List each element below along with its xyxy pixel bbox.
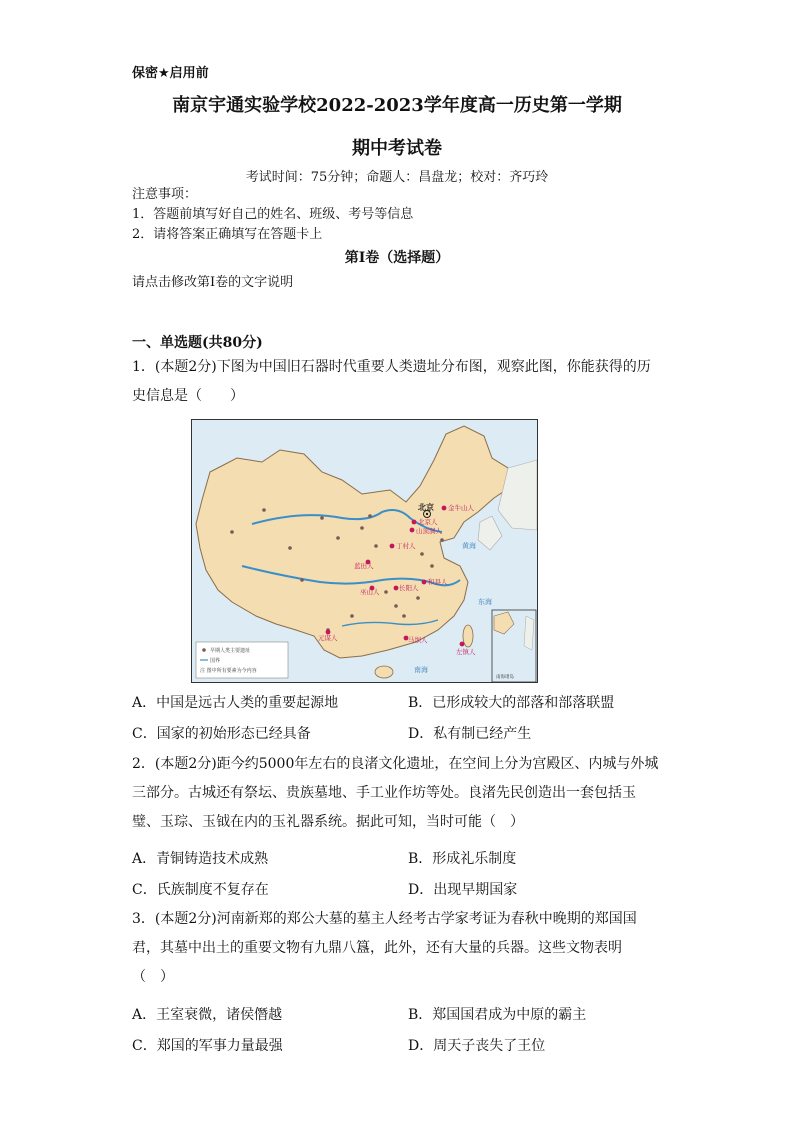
map-site-label: 丁村人 xyxy=(396,542,416,550)
capital-label: 北京 xyxy=(418,503,434,512)
map-site-label: 马坝人 xyxy=(408,636,428,644)
map-site-label: 左镇人 xyxy=(456,648,476,656)
q1-option-c[interactable]: C．国家的初始形态已经具备 xyxy=(132,726,311,742)
legend-note: 注 图中所有要素为今内容 xyxy=(200,668,257,674)
sea-label: 黄海 xyxy=(462,542,476,550)
map-site-label: 蓝田人 xyxy=(354,562,374,570)
sea-label: 南海 xyxy=(414,666,428,674)
q3-option-d[interactable]: D．周天子丧失了王位 xyxy=(408,1038,546,1054)
inset-label: 南海诸岛 xyxy=(496,675,514,680)
question-2-stem xyxy=(132,750,672,837)
question-stem-line: 璧、玉琮、玉钺在内的玉礼器系统。据此可知，当时可能（ ） xyxy=(132,814,524,830)
sea-label: 东海 xyxy=(478,598,492,606)
map-site-label: 元谋人 xyxy=(318,634,338,642)
q3-option-a[interactable]: A．王室衰微，诸侯僭越 xyxy=(132,1007,283,1023)
map-legend xyxy=(196,642,288,678)
q2-option-c[interactable]: C．氏族制度不复存在 xyxy=(132,882,269,898)
legend-item: 国界 xyxy=(210,658,221,664)
legend-item: 早期人类主要遗址 xyxy=(210,648,251,654)
question-stem-line: 君，其墓中出土的重要文物有九鼎八簋，此外，还有大量的兵器。这些文物表明 xyxy=(132,940,622,956)
part-title: 第I卷（选择题） xyxy=(344,250,450,266)
question-stem-line: 2．(本题2分)距今约5000年左右的良渚文化遗址，在空间上分为宫殿区、内城与外城 xyxy=(132,756,659,772)
map-site-label: 山顶洞人 xyxy=(416,527,442,535)
exam-title-line1: 南京宇通实验学校2022-2023学年度高一历史第一学期 xyxy=(172,95,622,116)
q2-option-a[interactable]: A．青铜铸造技术成熟 xyxy=(132,851,269,867)
question-stem-line: 1．(本题2分)下图为中国旧石器时代重要人类遗址分布图，观察此图，你能获得的历 xyxy=(132,359,651,375)
q1-option-b[interactable]: B．已形成较大的部落和部落联盟 xyxy=(408,695,615,711)
question-stem-line: 三部分。古城还有祭坛、贵族墓地、手工业作坊等处。良渚先民创造出一套包括玉 xyxy=(132,785,636,801)
question-stem-line: 史信息是（ ） xyxy=(132,388,244,404)
map-site-label: 巫山人 xyxy=(360,588,380,596)
question-3-stem xyxy=(132,905,672,992)
paleolithic-sites-map xyxy=(191,419,538,683)
section-title: 一、单选题(共80分) xyxy=(132,335,263,351)
question-stem-line: 3．(本题2分)河南新郑的郑公大墓的墓主人经考古学家考证为春秋中晚期的郑国国 xyxy=(132,911,637,927)
secret-label: 保密★启用前 xyxy=(132,66,209,81)
notes-item: 2．请将答案正确填写在答题卡上 xyxy=(132,227,323,242)
question-stem-line: （ ） xyxy=(132,969,174,985)
q1-option-a[interactable]: A．中国是远古人类的重要起源地 xyxy=(132,695,339,711)
q2-option-b[interactable]: B．形成礼乐制度 xyxy=(408,851,517,867)
question-1-stem xyxy=(132,353,672,411)
q3-option-b[interactable]: B．郑国国君成为中原的霸主 xyxy=(408,1007,587,1023)
china-map-svg xyxy=(192,420,537,682)
map-site-label: 长阳人 xyxy=(399,584,419,592)
notes-heading: 注意事项： xyxy=(132,187,198,202)
exam-info: 考试时间：75分钟；命题人：昌盘龙；校对：齐巧玲 xyxy=(245,170,549,185)
q1-option-d[interactable]: D．私有制已经产生 xyxy=(408,726,532,742)
south-china-sea-inset xyxy=(492,610,536,682)
map-site-label: 北京人 xyxy=(418,518,438,526)
q3-option-c[interactable]: C．郑国的军事力量最强 xyxy=(132,1038,283,1054)
part-description[interactable]: 请点击修改第I卷的文字说明 xyxy=(132,275,294,290)
map-site-label: 金牛山人 xyxy=(448,504,474,512)
exam-title-line2: 期中考试卷 xyxy=(352,138,442,159)
q2-option-d[interactable]: D．出现早期国家 xyxy=(408,882,518,898)
map-site-label: 和县人 xyxy=(428,578,448,586)
notes-block xyxy=(132,185,413,245)
notes-item: 1．答题前填写好自己的姓名、班级、考号等信息 xyxy=(132,207,414,222)
